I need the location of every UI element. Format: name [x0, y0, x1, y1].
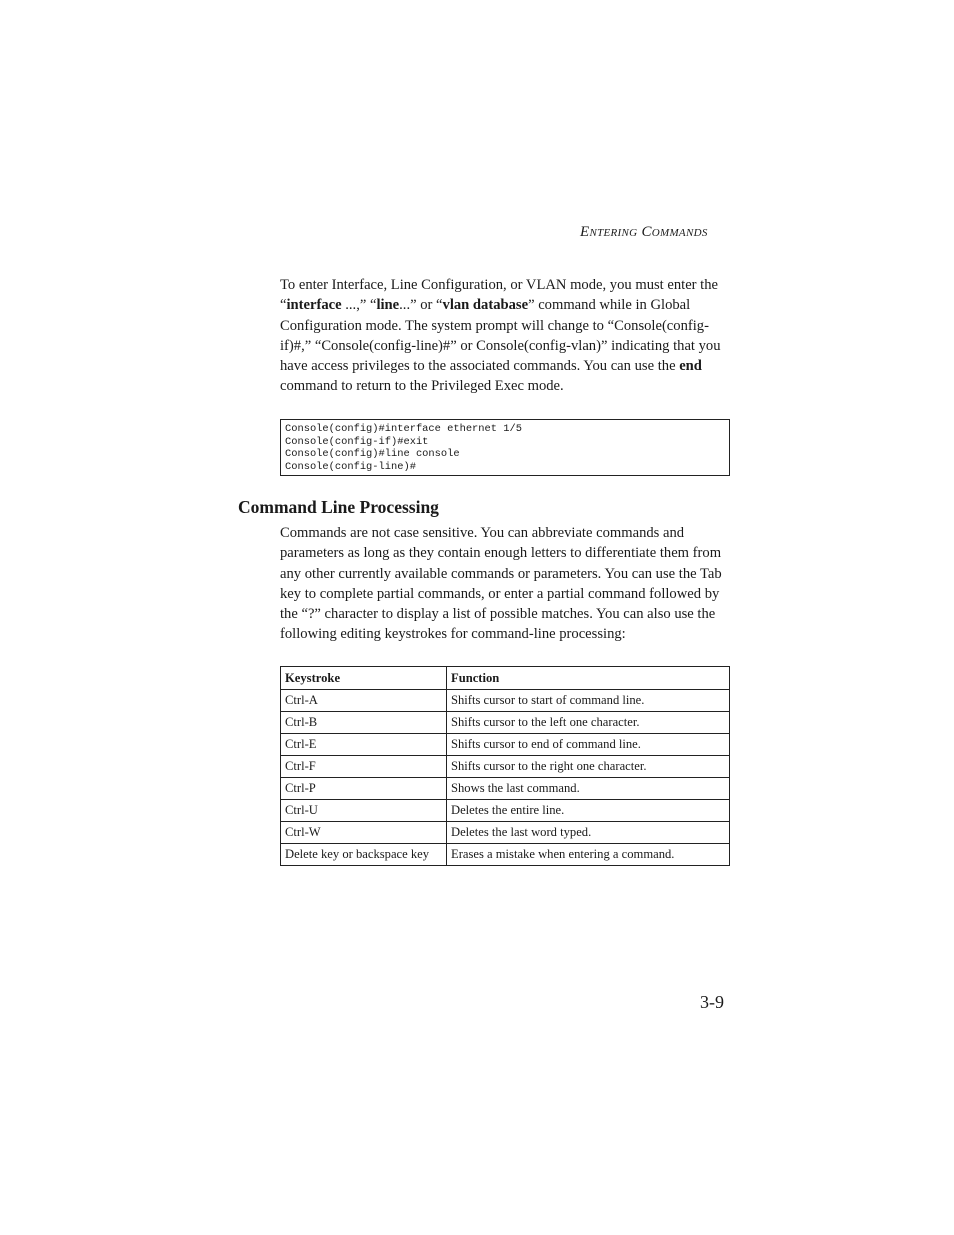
keystroke-cell: Ctrl-A	[281, 690, 447, 712]
code-example	[280, 419, 730, 476]
table-row	[281, 800, 730, 822]
function-cell: Shifts cursor to the right one character.	[447, 756, 730, 778]
table-header-row	[281, 667, 730, 690]
interface-command: interface	[286, 297, 342, 314]
function-cell: Deletes the last word typed.	[447, 822, 730, 844]
table-row	[281, 756, 730, 778]
keystroke-cell: Ctrl-W	[281, 822, 447, 844]
section-heading: Command Line Processing	[238, 497, 439, 517]
code-line: Console(config)#line console	[285, 448, 460, 460]
table-row	[281, 712, 730, 734]
function-cell: Shows the last command.	[447, 778, 730, 800]
intro-text: ...” or “	[399, 297, 443, 314]
intro-paragraph	[280, 275, 732, 397]
function-cell: Shifts cursor to the left one character.	[447, 712, 730, 734]
line-command: line	[376, 297, 400, 314]
table-row	[281, 734, 730, 756]
table-row	[281, 844, 730, 866]
table-row	[281, 778, 730, 800]
section-paragraph: Commands are not case sensitive. You can abbreviate commands and parameters as long as they contain enough letters to differentiate them from any other currently available commands or parameters. You can use the Tab key to complete partial commands, or enter a partial command followed by the “?” character to display a list of possible matches. You can also use the following editing keystrokes for command-line processing:	[280, 525, 722, 643]
keystroke-cell: Ctrl-E	[281, 734, 447, 756]
keystroke-table	[280, 666, 730, 866]
end-command: end	[679, 358, 702, 375]
keystroke-cell: Ctrl-B	[281, 712, 447, 734]
header-keystroke: Keystroke	[281, 667, 447, 690]
intro-text: To enter Interface, Line Configuration, or VLAN mode, you must enter the “	[280, 277, 719, 314]
code-line: Console(config)#interface ethernet 1/5	[285, 423, 522, 435]
table-row	[281, 822, 730, 844]
function-cell: Shifts cursor to start of command line.	[447, 690, 730, 712]
table-row	[281, 690, 730, 712]
intro-text: ...,” “	[341, 297, 377, 314]
keystroke-cell: Ctrl-U	[281, 800, 447, 822]
keystroke-cell: Ctrl-F	[281, 756, 447, 778]
function-cell: Shifts cursor to end of command line.	[447, 734, 730, 756]
running-head: Entering Commands	[580, 224, 708, 240]
intro-text: ” command while in Global Configuration mode. The system prompt will change to “Console(config-if)#,” “Console(config-line)#” or Console(config-vlan)” indicating that you have access privileges to the associated commands. You can use the	[280, 297, 721, 375]
keystroke-cell: Ctrl-P	[281, 778, 447, 800]
function-cell: Deletes the entire line.	[447, 800, 730, 822]
code-block	[281, 420, 729, 473]
header-function: Function	[447, 667, 730, 690]
page-number: 3-9	[700, 992, 724, 1012]
vlan-database-command: vlan database	[442, 297, 529, 314]
keystroke-cell: Delete key or backspace key	[281, 844, 447, 866]
function-cell: Erases a mistake when entering a command.	[447, 844, 730, 866]
code-line: Console(config-line)#	[285, 460, 416, 473]
intro-text: command to return to the Privileged Exec mode.	[280, 378, 564, 395]
code-line: Console(config-if)#exit	[285, 435, 429, 448]
